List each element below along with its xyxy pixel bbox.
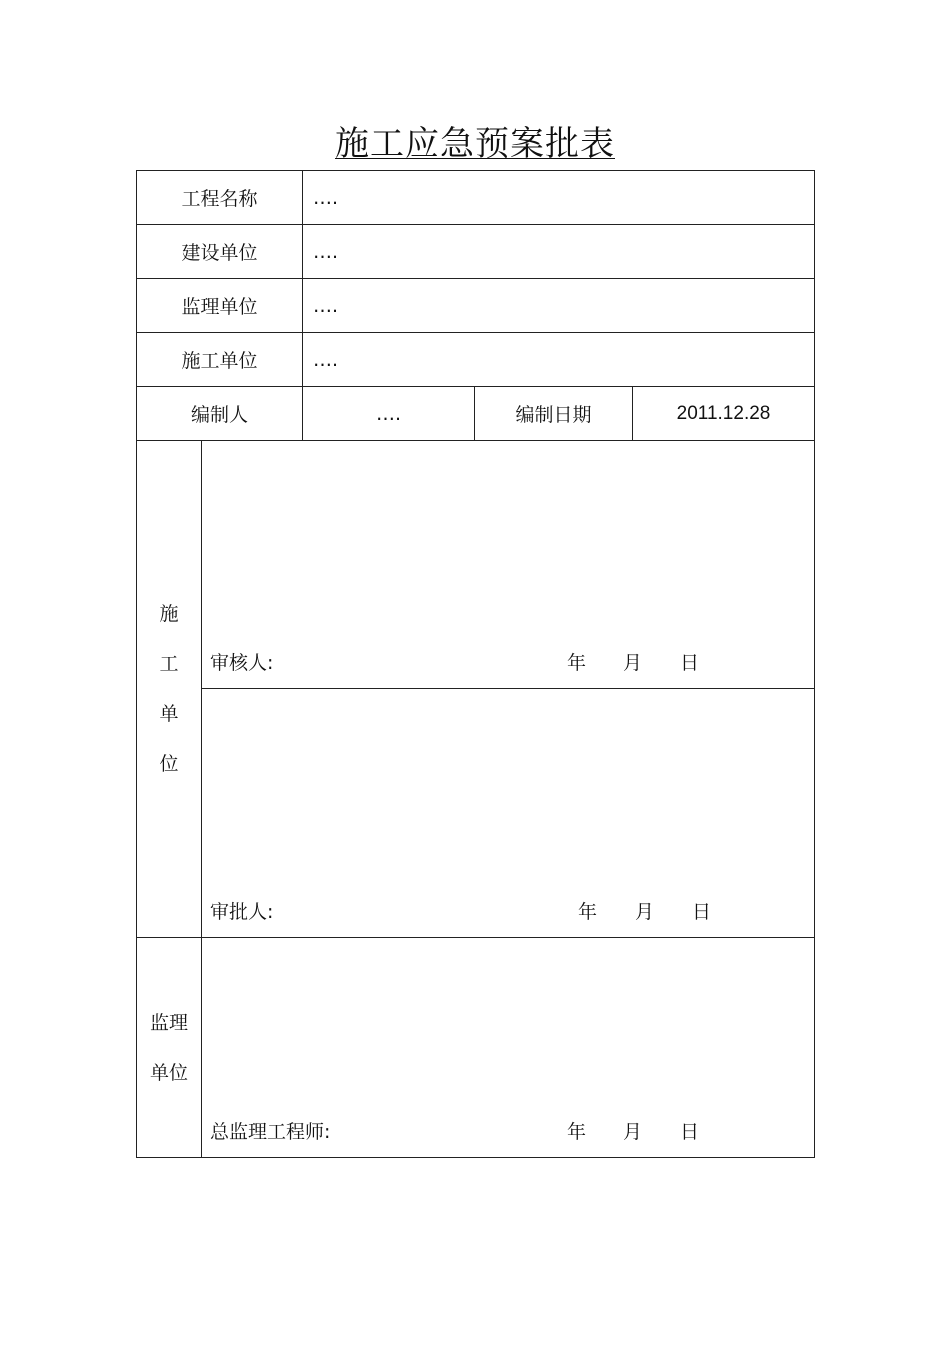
row-supervision-sign (137, 938, 815, 1158)
row-project-name (137, 171, 815, 225)
approver-sign-area[interactable] (202, 689, 815, 938)
row-construction-owner (137, 225, 815, 279)
supervision-label-line: 监理 (149, 1011, 188, 1034)
construction-owner-value[interactable]: …. (303, 225, 815, 279)
reviewer-date-year: 年 (567, 652, 587, 674)
prepared-date-value[interactable]: 2011.12.28 (633, 387, 815, 441)
prepared-date-label: 编制日期 (475, 387, 633, 441)
reviewer-sign-area[interactable] (202, 441, 815, 689)
chief-date-day: 日 (680, 1121, 700, 1143)
chief-date-month: 月 (623, 1121, 643, 1143)
supervision-section-label (137, 938, 202, 1158)
chief-engineer-sign-row (210, 1119, 814, 1145)
chief-engineer-sign-area[interactable] (202, 938, 815, 1158)
reviewer-date-day: 日 (680, 652, 700, 674)
page-title-text: 施工应急预案批表 (335, 124, 615, 164)
project-name-value[interactable]: …. (303, 171, 815, 225)
row-prepared (137, 387, 815, 441)
construction-section-label (137, 441, 202, 938)
row-construction-unit (137, 333, 815, 387)
row-construction-review (137, 441, 815, 689)
approver-date-day: 日 (692, 901, 712, 923)
approver-date-year: 年 (578, 901, 598, 923)
row-supervision-unit (137, 279, 815, 333)
page-title (0, 122, 950, 166)
construction-label-char: 位 (159, 753, 179, 775)
approver-sign-row (210, 899, 814, 925)
supervision-unit-value[interactable]: …. (303, 279, 815, 333)
approval-form-table (136, 170, 815, 1158)
approver-date-month: 月 (635, 901, 655, 923)
construction-unit-label: 施工单位 (137, 333, 303, 387)
project-name-label: 工程名称 (137, 171, 303, 225)
reviewer-date-month: 月 (623, 652, 643, 674)
construction-label-char: 单 (159, 703, 179, 725)
preparer-value[interactable]: …. (303, 387, 475, 441)
reviewer-sign-row (210, 650, 814, 676)
chief-date-year: 年 (567, 1121, 587, 1143)
supervision-label-line: 单位 (149, 1061, 188, 1084)
approver-label: 审批人: (210, 901, 274, 923)
construction-unit-value[interactable]: …. (303, 333, 815, 387)
reviewer-label: 审核人: (210, 652, 274, 674)
preparer-label: 编制人 (137, 387, 303, 441)
construction-label-char: 工 (159, 653, 179, 675)
construction-owner-label: 建设单位 (137, 225, 303, 279)
construction-label-char: 施 (159, 603, 179, 625)
row-construction-approve (137, 689, 815, 938)
chief-engineer-label: 总监理工程师: (210, 1121, 331, 1143)
supervision-unit-label: 监理单位 (137, 279, 303, 333)
